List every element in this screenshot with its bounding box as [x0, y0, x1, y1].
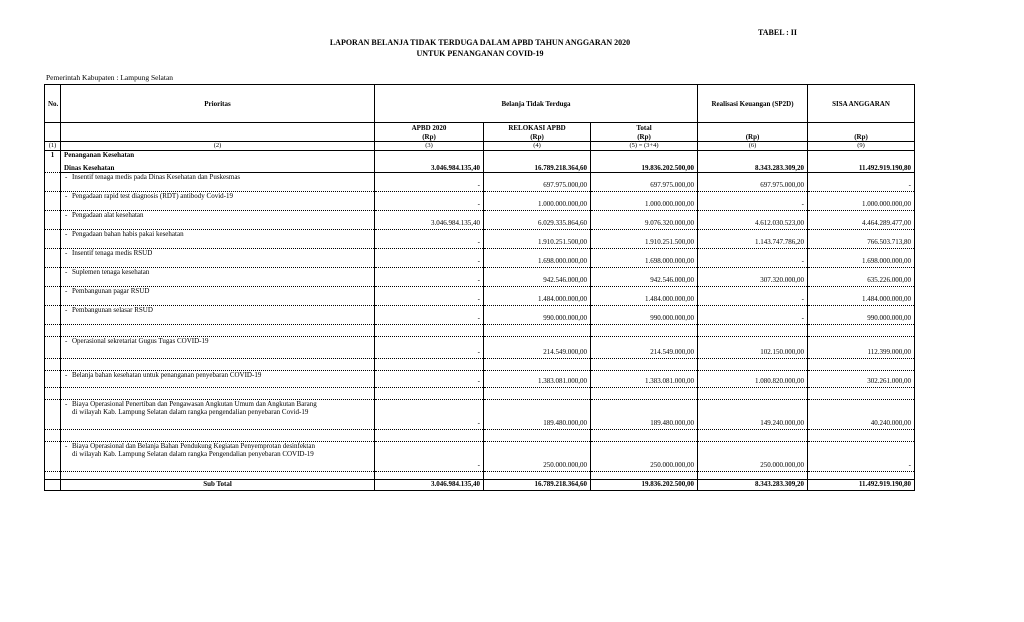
- header-realisasi-spacer: [698, 123, 808, 133]
- row-relokasi: 697.975.000,00: [484, 173, 591, 192]
- row-label-line1: Suplemen tenaga kesehatan: [72, 268, 150, 276]
- row-label-line1: Biaya Operasional dan Belanja Bahan Pendukung Kegiatan Penyemprotan desinfektan: [72, 442, 315, 450]
- row-label: [61, 306, 375, 325]
- row-label-line1: Pengadaan alat kesehatan: [72, 211, 144, 219]
- row-no: [45, 230, 61, 249]
- header-no-spacer-2: [45, 133, 61, 142]
- row-no: [45, 287, 61, 306]
- row-realisasi: 102.150.000,00: [698, 337, 808, 359]
- row-dash: -: [65, 306, 68, 314]
- row-relokasi: 1.484.000.000,00: [484, 287, 591, 306]
- header-relokasi-unit: (Rp): [484, 133, 591, 142]
- subtotal-relokasi: 16.789.218.364,60: [484, 480, 591, 491]
- row-apbd: -: [375, 249, 484, 268]
- colnum-5: (5) = (3+4): [591, 142, 698, 151]
- row-relokasi: 1.000.000.000,00: [484, 192, 591, 211]
- subtotal-row: [45, 480, 915, 491]
- row-apbd: -: [375, 442, 484, 472]
- spacer-row: [45, 472, 915, 480]
- spacer-row: [45, 388, 915, 400]
- table-row: [45, 192, 915, 211]
- row-relokasi: 990.000.000,00: [484, 306, 591, 325]
- table-row: [45, 306, 915, 325]
- row-label-line1: Pengadaan rapid test diagnosis (RDT) antibody Covid-19: [72, 192, 233, 200]
- row-apbd: -: [375, 371, 484, 388]
- row-no: [45, 173, 61, 192]
- row-total: 9.076.320.000,00: [591, 211, 698, 230]
- row-dash: -: [65, 442, 68, 450]
- table-row: [45, 442, 915, 472]
- row-realisasi: 1.080.820.000,00: [698, 371, 808, 388]
- row-sisa: 1.000.000.000,00: [808, 192, 915, 211]
- dinas-apbd: 3.046.984.135,40: [375, 161, 484, 173]
- row-apbd: -: [375, 306, 484, 325]
- row-label: [61, 192, 375, 211]
- colnum-6: (6): [698, 142, 808, 151]
- row-apbd: -: [375, 337, 484, 359]
- row-sisa: 40.240.000,00: [808, 400, 915, 430]
- table-row: [45, 173, 915, 192]
- row-no: [45, 268, 61, 287]
- row-label-line2: di wilayah Kab. Lampung Selatan dalam rangka pengendalian penyebaran Covid-19: [72, 408, 309, 416]
- header-total: Total: [591, 123, 698, 133]
- header-prioritas-spacer-2: [61, 133, 375, 142]
- row-apbd: 3.046.984.135,40: [375, 211, 484, 230]
- row-dash: -: [65, 400, 68, 408]
- row-label: [61, 287, 375, 306]
- table-row: [45, 287, 915, 306]
- section-row: [45, 151, 915, 161]
- row-sisa: 1.484.000.000,00: [808, 287, 915, 306]
- row-total: 250.000.000,00: [591, 442, 698, 472]
- row-total: 1.484.000.000,00: [591, 287, 698, 306]
- row-dash: -: [65, 249, 68, 257]
- row-label: [61, 337, 375, 359]
- colnum-4: (4): [484, 142, 591, 151]
- colnum-2: (2): [61, 142, 375, 151]
- row-total: 1.000.000.000,00: [591, 192, 698, 211]
- row-label-line1: Insentif tenaga medis pada Dinas Kesehatan dan Puskesmas: [72, 173, 241, 181]
- row-apbd: -: [375, 287, 484, 306]
- dinas-row: [45, 161, 915, 173]
- table-row: [45, 268, 915, 287]
- table-row: [45, 230, 915, 249]
- row-realisasi: 697.975.000,00: [698, 173, 808, 192]
- spacer-row: [45, 430, 915, 442]
- row-sisa: 4.464.289.477,00: [808, 211, 915, 230]
- row-realisasi: 4.612.030.523,00: [698, 211, 808, 230]
- row-apbd: -: [375, 192, 484, 211]
- row-dash: -: [65, 287, 68, 295]
- row-apbd: -: [375, 400, 484, 430]
- row-apbd: -: [375, 173, 484, 192]
- row-relokasi: 1.383.081.000,00: [484, 371, 591, 388]
- dinas-realisasi: 8.343.283.309,20: [698, 161, 808, 173]
- row-sisa: 990.000.000,00: [808, 306, 915, 325]
- row-sisa: 635.226.000,00: [808, 268, 915, 287]
- budget-table: [44, 84, 915, 491]
- section-label: Penanganan Kesehatan: [61, 151, 375, 161]
- row-relokasi: 189.480.000,00: [484, 400, 591, 430]
- header-no-spacer: [45, 123, 61, 133]
- row-label: [61, 173, 375, 192]
- row-no: [45, 371, 61, 388]
- subtotal-apbd: 3.046.984.135,40: [375, 480, 484, 491]
- report-subtitle: UNTUK PENANGANAN COVID-19: [416, 49, 544, 58]
- row-label: [61, 400, 375, 430]
- row-total: 990.000.000,00: [591, 306, 698, 325]
- table-row: [45, 211, 915, 230]
- row-realisasi: -: [698, 192, 808, 211]
- dinas-sisa: 11.492.919.190,80: [808, 161, 915, 173]
- row-label: [61, 211, 375, 230]
- row-realisasi: 307.320.000,00: [698, 268, 808, 287]
- table-number-label: TABEL : II: [758, 28, 797, 37]
- header-belanja-tidak-terduga: Belanja Tidak Terduga: [375, 85, 698, 123]
- row-realisasi: -: [698, 287, 808, 306]
- row-label: [61, 249, 375, 268]
- row-label-line1: Pembangunan pagar RSUD: [72, 287, 150, 295]
- row-dash: -: [65, 337, 68, 345]
- row-label: [61, 442, 375, 472]
- colnum-3: (3): [375, 142, 484, 151]
- row-dash: -: [65, 371, 68, 379]
- row-relokasi: 214.549.000,00: [484, 337, 591, 359]
- row-no: [45, 249, 61, 268]
- row-dash: -: [65, 211, 68, 219]
- row-no: [45, 306, 61, 325]
- table-row: [45, 400, 915, 430]
- row-no: [45, 337, 61, 359]
- subtotal-no: [45, 480, 61, 491]
- row-label-line1: Operasional sekretariat Gugus Tugas COVID-19: [72, 337, 209, 345]
- row-no: [45, 442, 61, 472]
- row-total: 1.910.251.500,00: [591, 230, 698, 249]
- table-row: [45, 337, 915, 359]
- row-total: 697.975.000,00: [591, 173, 698, 192]
- row-no: [45, 192, 61, 211]
- colnum-9: (9): [808, 142, 915, 151]
- row-apbd: -: [375, 268, 484, 287]
- spacer-row: [45, 325, 915, 337]
- row-sisa: 766.503.713,80: [808, 230, 915, 249]
- row-label: [61, 268, 375, 287]
- row-realisasi: -: [698, 306, 808, 325]
- report-title: LAPORAN BELANJA TIDAK TERDUGA DALAM APBD TAHUN ANGGARAN 2020: [329, 38, 631, 47]
- row-no: [45, 211, 61, 230]
- header-sisa-unit: (Rp): [808, 133, 915, 142]
- row-label-line1: Belanja bahan kesehatan untuk penanganan penyebaran COVID-19: [72, 371, 262, 379]
- row-dash: -: [65, 230, 68, 238]
- row-sisa: -: [808, 173, 915, 192]
- row-sisa: 302.261.000,00: [808, 371, 915, 388]
- colnum-1: (1): [45, 142, 61, 151]
- row-label-line1: Biaya Operasional Penertiban dan Pengawasan Angkutan Umum dan Angkutan Barang: [72, 400, 317, 408]
- row-total: 942.546.000,00: [591, 268, 698, 287]
- row-label-line1: Insentif tenaga medis RSUD: [72, 249, 153, 257]
- header-prioritas: Prioritas: [61, 85, 375, 123]
- dinas-relokasi: 16.789.218.364,60: [484, 161, 591, 173]
- row-dash: -: [65, 268, 68, 276]
- row-relokasi: 942.546.000,00: [484, 268, 591, 287]
- header-sisa-spacer: [808, 123, 915, 133]
- subtotal-realisasi: 8.343.283.309,20: [698, 480, 808, 491]
- row-sisa: -: [808, 442, 915, 472]
- row-no: [45, 400, 61, 430]
- header-realisasi: Realisasi Keuangan (SP2D): [698, 85, 808, 123]
- row-dash: -: [65, 173, 68, 181]
- row-relokasi: 6.029.335.864,60: [484, 211, 591, 230]
- row-label: [61, 371, 375, 388]
- row-label-line1: Pembangunan selasar RSUD: [72, 306, 153, 314]
- row-total: 214.549.000,00: [591, 337, 698, 359]
- header-total-unit: (Rp): [591, 133, 698, 142]
- row-realisasi: 1.143.747.786,20: [698, 230, 808, 249]
- row-total: 1.698.000.000,00: [591, 249, 698, 268]
- header-relokasi: RELOKASI APBD: [484, 123, 591, 133]
- row-dash: -: [65, 192, 68, 200]
- header-prioritas-spacer: [61, 123, 375, 133]
- header-apbd: APBD 2020: [375, 123, 484, 133]
- row-total: 189.480.000,00: [591, 400, 698, 430]
- row-relokasi: 250.000.000,00: [484, 442, 591, 472]
- header-sisa-anggaran: SISA ANGGARAN: [808, 85, 915, 123]
- row-realisasi: -: [698, 249, 808, 268]
- section-no: 1: [45, 151, 61, 161]
- subtotal-label: Sub Total: [61, 480, 375, 491]
- row-total: 1.383.081.000,00: [591, 371, 698, 388]
- subtotal-sisa: 11.492.919.190,80: [808, 480, 915, 491]
- header-apbd-unit: (Rp): [375, 133, 484, 142]
- row-label: [61, 230, 375, 249]
- table-row: [45, 371, 915, 388]
- row-relokasi: 1.698.000.000,00: [484, 249, 591, 268]
- row-sisa: 112.399.000,00: [808, 337, 915, 359]
- header-realisasi-unit: (Rp): [698, 133, 808, 142]
- row-apbd: -: [375, 230, 484, 249]
- row-relokasi: 1.910.251.500,00: [484, 230, 591, 249]
- row-sisa: 1.698.000.000,00: [808, 249, 915, 268]
- dinas-total: 19.836.202.500,00: [591, 161, 698, 173]
- spacer-row: [45, 359, 915, 371]
- row-label-line1: Pengadaan bahan habis pakai kesehatan: [72, 230, 184, 238]
- dinas-label: Dinas Kesehatan: [61, 161, 375, 173]
- table-row: [45, 249, 915, 268]
- row-realisasi: 250.000.000,00: [698, 442, 808, 472]
- government-label: Pemerintah Kabupaten : Lampung Selatan: [46, 73, 174, 82]
- header-no: No.: [45, 85, 61, 123]
- subtotal-total: 19.836.202.500,00: [591, 480, 698, 491]
- row-label-line2: di wilayah Kab. Lampung Selatan dalam rangka Pengendalian penyebaran COVID-19: [72, 450, 314, 458]
- row-realisasi: 149.240.000,00: [698, 400, 808, 430]
